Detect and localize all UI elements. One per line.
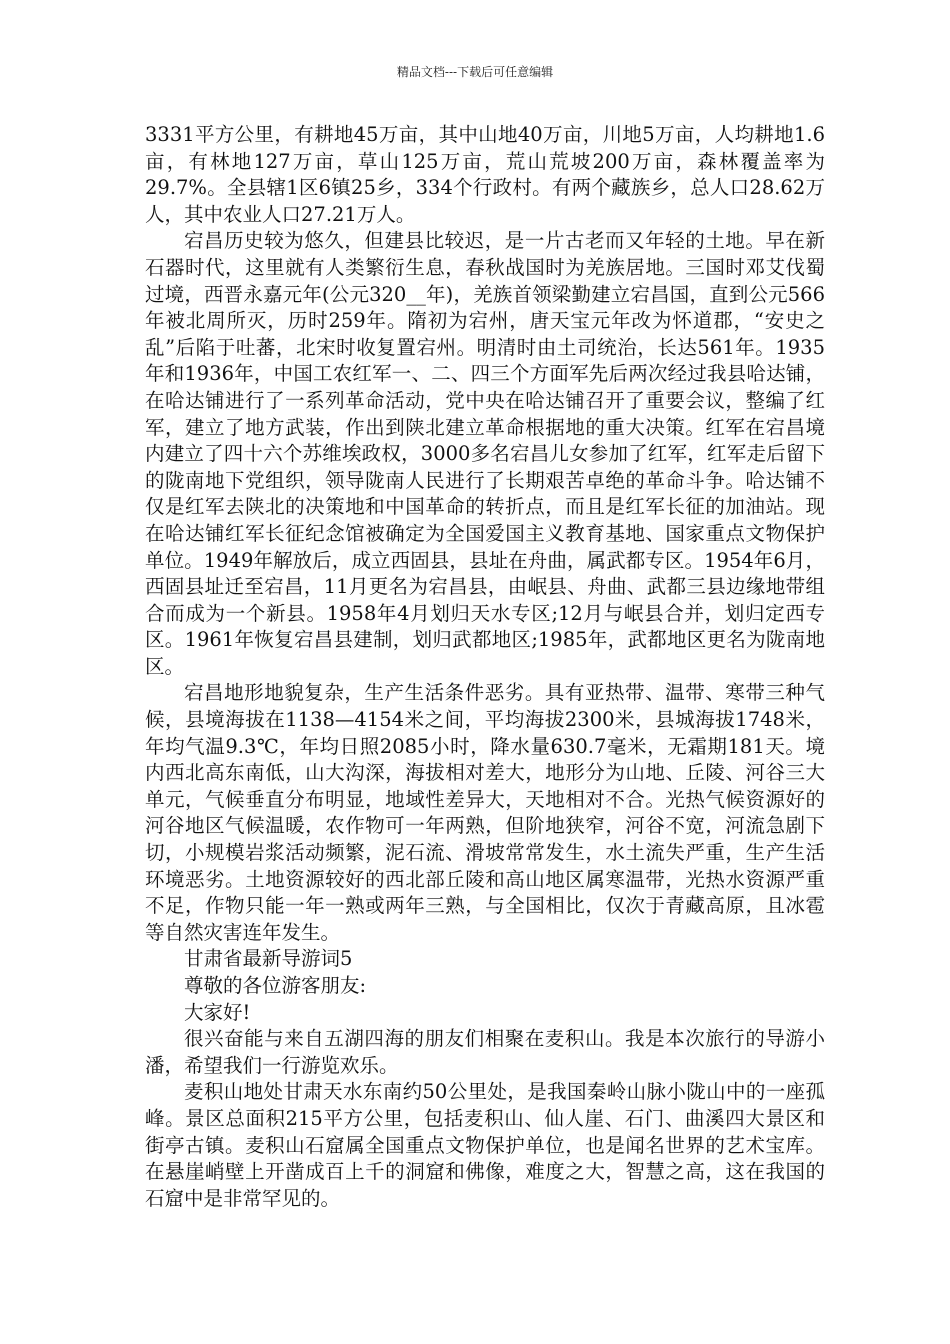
paragraph-history: 宕昌历史较为悠久，但建县比较迟，是一片古老而又年轻的土地。早在新石器时代，这里就有人类繁衍生息，春秋战国时为羌族居地。三国时邓艾伐蜀过境，西晋永嘉元年(公元320__年)，羌族首领梁勤建立宕昌国，直到公元566年被北周所灭，历时259年。隋初为宕州，唐天宝元年改为怀道郡，“安史之乱”后陷于吐蕃，北宋时收复置宕州。明清时由土司统治，长达561年。1935年和1936年，中国工农红军一、二、四三个方面军先后两次经过我县哈达铺，在哈达铺进行了一系列革命活动，党中央在哈达铺召开了重要会议，整编了红军，建立了地方武装，作出到陕北建立革命根据地的重大决策。红军在宕昌境内建立了四十六个苏维埃政权，3000多名宕昌儿女参加了红军，红军走后留下的陇南地下党组织，领导陇南人民进行了长期艰苦卓绝的革命斗争。哈达铺不仅是红军去陕北的决策地和中国革命的转折点，而且是红军长征的加油站。现在哈达铺红军长征纪念馆被确定为全国爱国主义教育基地、国家重点文物保护单位。1949年解放后，成立西固县，县址在舟曲，属武都专区。1954年6月，西固县址迁至宕昌，11月更名为宕昌县，由岷县、舟曲、武都三县边缘地带组合而成为一个新县。1958年4月划归天水专区;12月与岷县合并，划归定西专区。1961年恢复宕昌县建制，划归武都地区;1985年，武都地区更名为陇南地区。 <box>145 229 825 678</box>
paragraph-area-statistics: 3331平方公里，有耕地45万亩，其中山地40万亩，川地5万亩，人均耕地1.6亩，有林地127万亩，草山125万亩，荒山荒坡200万亩，森林覆盖率为29.7%。全县辖1区6镇25乡，334个行政村。有两个藏族乡，总人口28.62万人，其中农业人口27.21万人。 <box>145 123 825 226</box>
document-body <box>145 122 825 1212</box>
paragraph-geography: 宕昌地形地貌复杂，生产生活条件恶劣。具有亚热带、温带、寒带三种气候，县境海拔在1138—4154米之间，平均海拔2300米，县城海拔1748米，年均气温9.3℃，年均日照2085小时，降水量630.7毫米，无霜期181天。境内西北高东南低，山大沟深，海拔相对差大，地形分为山地、丘陵、河谷三大单元，气候垂直分布明显，地域性差异大，天地相对不合。光热气候资源好的河谷地区气候温暖，农作物可一年两熟，但阶地狭窄，河谷不宽，河流急剧下切，小规模岩浆活动频繁，泥石流、滑坡常常发生，水土流失严重，生产生活环境恶劣。土地资源较好的西北部丘陵和高山地区属寒温带，光热水资源严重不足，作物只能一年一熟或两年三熟，与全国相比，仅次于青藏高原，且冰雹等自然灾害连年发生。 <box>145 681 825 944</box>
page-header: 精品文档---下载后可任意编辑 <box>396 65 554 79</box>
paragraph-maijishan: 麦积山地处甘肃天水东南约50公里处，是我国秦岭山脉小陇山中的一座孤峰。景区总面积215平方公里，包括麦积山、仙人崖、石门、曲溪四大景区和街亭古镇。麦积山石窟属全国重点文物保护单位，也是闻名世界的艺术宝库。在悬崖峭壁上开凿成百上千的洞窟和佛像，难度之大，智慧之高，这在我国的石窟中是非常罕见的。 <box>145 1080 825 1210</box>
greeting-hello: 大家好! <box>184 1000 251 1024</box>
section-title: 甘肃省最新导游词5 <box>184 947 353 971</box>
greeting-salutation: 尊敬的各位游客朋友: <box>184 974 367 997</box>
paragraph-introduction: 很兴奋能与来自五湖四海的朋友们相聚在麦积山。我是本次旅行的导游小潘，希望我们一行游览欢乐。 <box>145 1027 825 1077</box>
